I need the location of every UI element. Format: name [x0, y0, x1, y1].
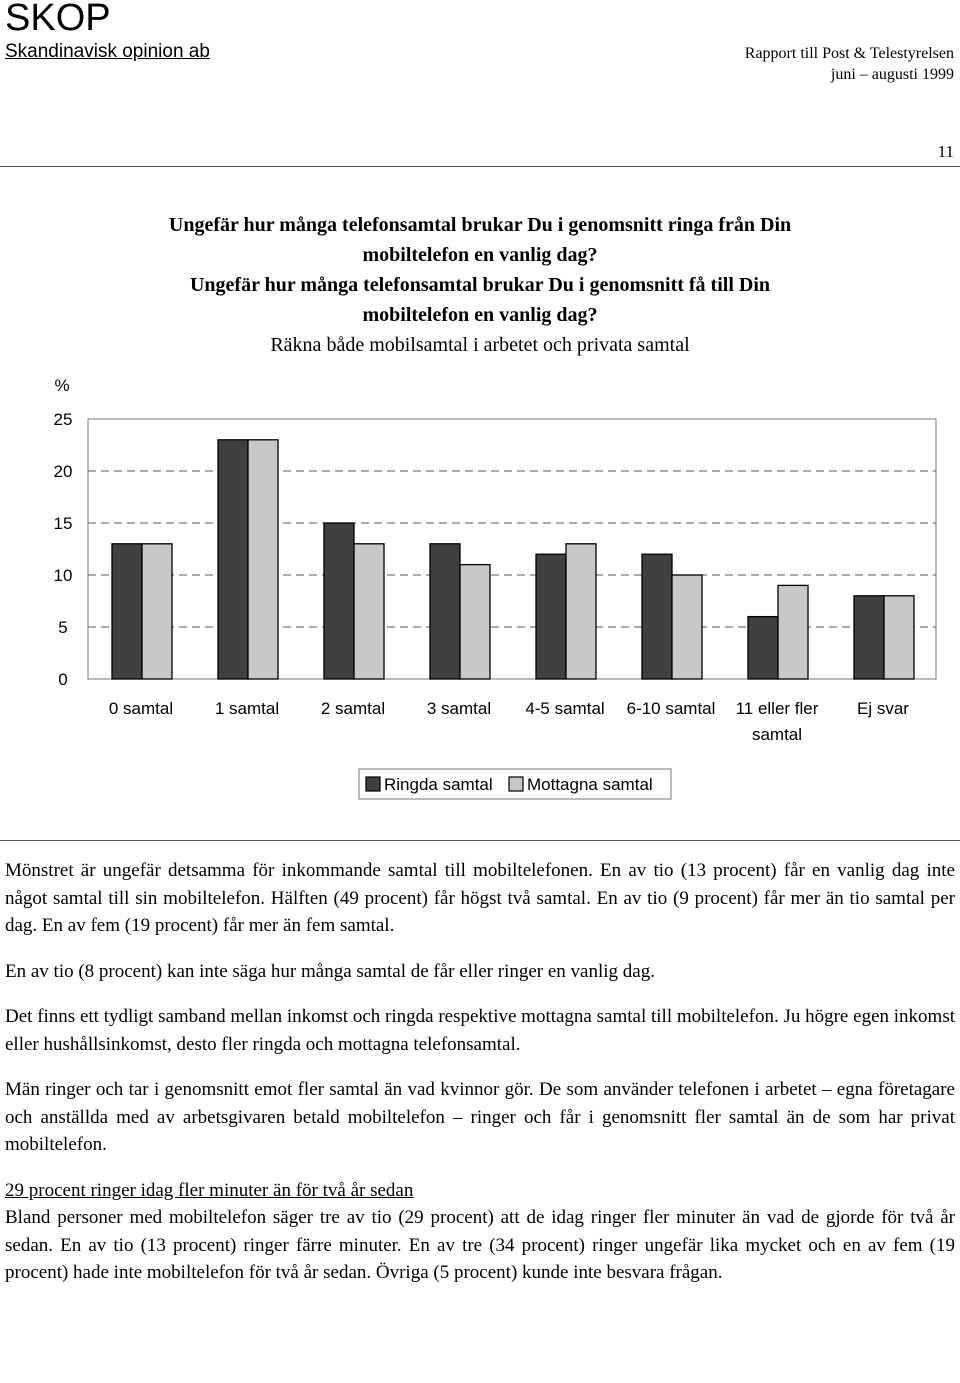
bar-mottagna: [566, 544, 596, 679]
x-tick-label: samtal: [751, 725, 803, 744]
header-rule: [0, 166, 960, 167]
bar-ringda: [218, 440, 248, 679]
chart-title-line: mobiltelefon en vanlig dag?: [362, 304, 598, 326]
bar-ringda: [112, 544, 142, 679]
bar-mottagna: [460, 565, 490, 679]
y-tick-label: 15: [53, 514, 73, 533]
page-number: 11: [937, 142, 954, 161]
paragraph-gender: Män ringer och tar i genomsnitt emot fler samtal än vad kvinnor gör. De som använder telefonen i arbetet – egna företagare och anställda med av arbetsgivaren betald mobiltelefon – ringer och får i genomsnitt fler samtal än de som har privat mobiltelefon.: [5, 1079, 955, 1155]
chart-title-line: mobiltelefon en vanlig dag?: [362, 244, 598, 266]
x-tick-label: Ej svar: [857, 699, 909, 718]
report-title: Rapport till Post & Telestyrelsen: [744, 45, 954, 62]
body-text: [5, 857, 955, 1305]
bar-ringda: [854, 596, 884, 679]
legend-label: Ringda samtal: [384, 775, 493, 794]
x-tick-label: 2 samtal: [320, 699, 386, 718]
x-tick-label: 1 samtal: [214, 699, 280, 718]
section-heading-wrap: [5, 1177, 955, 1205]
bar-mottagna: [778, 585, 808, 679]
section-heading: 29 procent ringer idag fler minuter än för två år sedan: [5, 1179, 414, 1201]
bar-mottagna: [672, 575, 702, 679]
brand-subtitle: Skandinavisk opinion ab: [5, 41, 210, 62]
x-tick-label: 4-5 samtal: [525, 699, 605, 718]
chart-title-line: Ungefär hur många telefonsamtal brukar Du i genomsnitt ringa från Din: [168, 214, 792, 236]
legend-swatch: [509, 777, 523, 791]
x-tick-label: 0 samtal: [108, 699, 174, 718]
bar-chart: [0, 170, 960, 830]
bar-ringda: [748, 617, 778, 679]
y-tick-label: 10: [53, 566, 73, 585]
bar-ringda: [642, 554, 672, 679]
y-tick-label: 20: [53, 462, 73, 481]
bar-mottagna: [142, 544, 172, 679]
body-rule: [0, 840, 960, 841]
chart-title-line: Ungefär hur många telefonsamtal brukar Du i genomsnitt få till Din: [189, 274, 771, 296]
y-tick-label: 5: [58, 618, 68, 637]
x-tick-label: 3 samtal: [426, 699, 492, 718]
paragraph-incoming-calls: Mönstret är ungefär detsamma för inkommande samtal till mobiltelefonen. En av tio (13 procent) får en vanlig dag inte något samtal till sin mobiltelefon. Hälften (49 procent) får högst två samtal. En av tio (9 procent) får mer än tio samtal per dag. En av fem (19 procent) får mer än fem samtal.: [5, 860, 955, 936]
x-tick-label: 6-10 samtal: [626, 699, 716, 718]
bar-ringda: [324, 523, 354, 679]
legend-label: Mottagna samtal: [527, 775, 653, 794]
plot-frame: [88, 419, 936, 679]
bar-mottagna: [354, 544, 384, 679]
report-date: juni – augusti 1999: [830, 66, 954, 83]
brand-name: SKOP: [5, 0, 111, 39]
paragraph-income: Det finns ett tydligt samband mellan inkomst och ringda respektive mottagna samtal till mobiltelefon. Ju högre egen inkomst eller hushållsinkomst, desto fler ringda och mottagna telefonsamtal.: [5, 1006, 955, 1055]
bar-ringda: [536, 554, 566, 679]
bar-ringda: [430, 544, 460, 679]
chart-subtitle: Räkna både mobilsamtal i arbetet och privata samtal: [270, 334, 690, 356]
y-tick-label: 0: [58, 670, 68, 689]
x-tick-label: 11 eller fler: [735, 699, 819, 718]
bar-mottagna: [884, 596, 914, 679]
paragraph-minutes: Bland personer med mobiltelefon säger tre av tio (29 procent) att de idag ringer fler minuter än vad de gjorde för två år sedan. En av tio (13 procent) ringer färre minuter. En av tre (34 procent) ringer ungefär lika mycket och en av fem (19 procent) hade inte mobiltelefon för två år sedan. Övriga (5 procent) kunde inte besvara frågan.: [5, 1207, 955, 1283]
y-axis-label: %: [54, 376, 70, 395]
y-tick-label: 25: [53, 410, 73, 429]
paragraph-unknown: En av tio (8 procent) kan inte säga hur många samtal de får eller ringer en vanlig dag.: [5, 960, 655, 982]
bar-mottagna: [248, 440, 278, 679]
legend-swatch: [366, 777, 380, 791]
